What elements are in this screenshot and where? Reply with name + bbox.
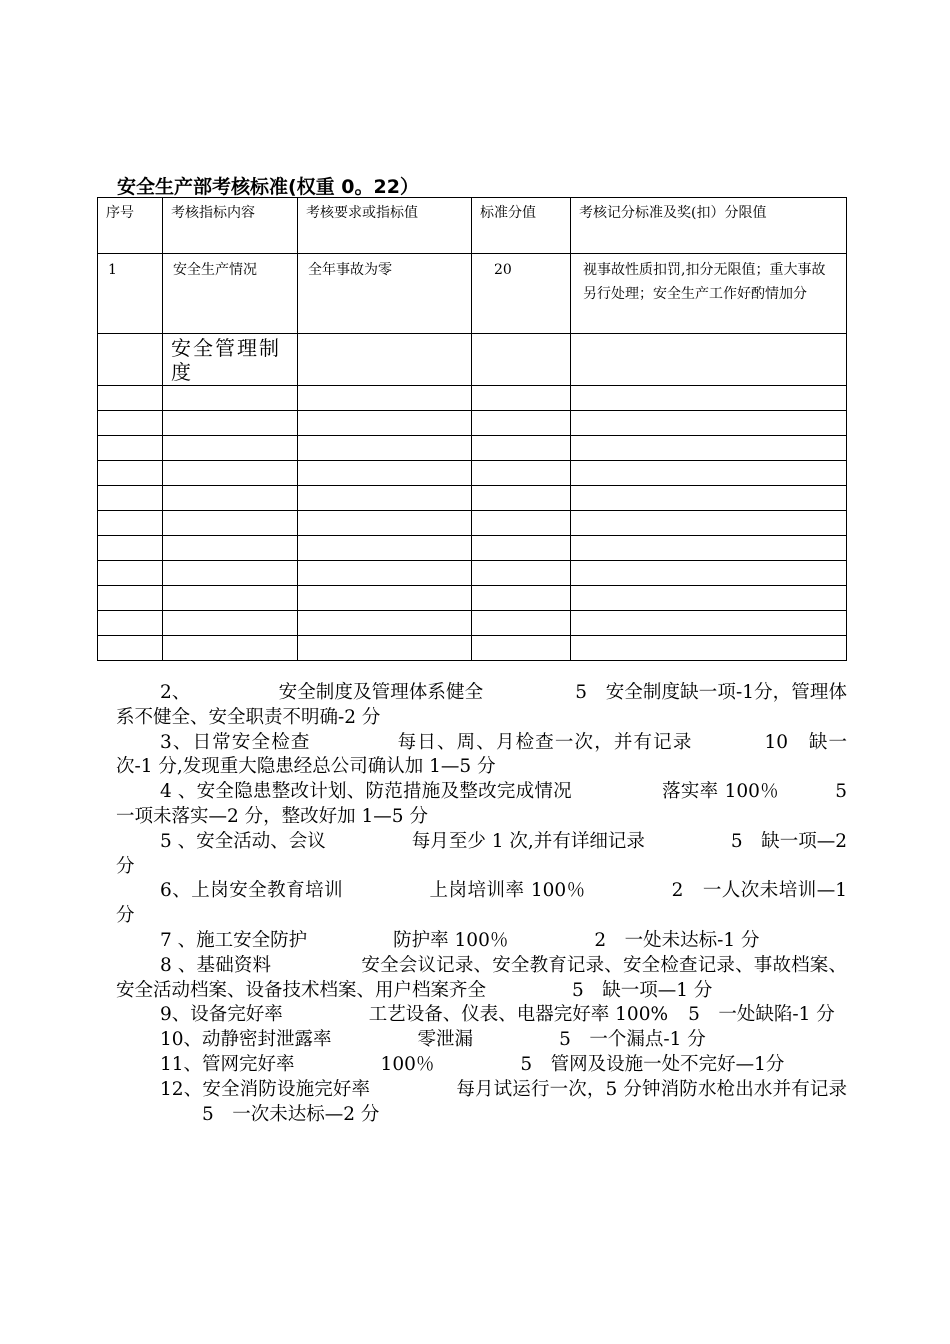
empty-row: [98, 436, 847, 461]
table-row: [98, 254, 847, 334]
criteria-4-requirement: 落实率: [661, 781, 719, 803]
criteria-11-requirement: 100％: [380, 1053, 435, 1075]
row2-item: 安全管理制度: [163, 334, 298, 386]
criteria-4-label: 4 、安全隐患整改计划、防范措施及整改完成情况: [160, 781, 572, 803]
row1-requirement: 全年事故为零: [298, 254, 472, 334]
criteria-10-score: 5 一个漏点-1 分: [559, 1029, 706, 1051]
criteria-11-score: 5 管网及设施一处不完好—1分: [520, 1053, 785, 1075]
header-score: 标准分值: [472, 198, 571, 254]
criteria-paragraph: [116, 830, 847, 880]
criteria-9-requirement: 工艺设备、仪表、电器完好率 100%: [368, 1004, 669, 1026]
criteria-4-score: 100％ 5 一项未落实—2 分，整改好加 1—5 分: [116, 781, 866, 827]
criteria-6-score: 2 一人次未培训—1 分: [116, 880, 847, 927]
empty-row: [98, 561, 847, 586]
criteria-10-label: 10、动静密封泄露率: [160, 1029, 332, 1051]
header-rule: 考核记分标准及奖(扣）分限值: [571, 198, 847, 254]
header-item: 考核指标内容: [163, 198, 298, 254]
empty-row: [98, 536, 847, 561]
criteria-2-score: 5 安全制度缺一项-1分，管理体系不健全、安全职责不明确-2 分: [116, 682, 847, 728]
criteria-8-score: 5 缺一项—1 分: [572, 979, 713, 1001]
criteria-paragraph: [116, 954, 847, 1004]
criteria-3-label: 3、日常安全检查: [160, 731, 311, 753]
header-requirement: 考核要求或指标值: [298, 198, 472, 254]
assessment-table: [97, 197, 847, 661]
criteria-12-score: 5 一次未达标—2 分: [202, 1103, 380, 1125]
criteria-paragraph: [116, 1028, 847, 1053]
criteria-5-score: 5 缺一项—2 分: [116, 830, 847, 877]
row1-rule: 视事故性质扣罚,扣分无限值；重大事故另行处理；安全生产工作好酌情加分: [571, 254, 847, 334]
criteria-9-score: 5 一处缺陷-1 分: [688, 1004, 835, 1026]
criteria-3-requirement: 每日、周、月检查一次，并有记录: [396, 731, 693, 753]
empty-row: [98, 636, 847, 661]
empty-row: [98, 511, 847, 536]
row1-item: 安全生产情况: [163, 254, 298, 334]
criteria-8-requirement: 安全会议记录、安全教育记录、安全检查记录、事故档案、安全活动档案、设备技术档案、用户档案齐全: [116, 954, 847, 1001]
criteria-paragraph: [116, 780, 866, 830]
criteria-8-label: 8 、基础资料: [160, 954, 272, 976]
table-header-row: [98, 198, 847, 254]
criteria-list: [116, 681, 866, 1127]
criteria-7-requirement: 防护率 100％: [393, 929, 509, 951]
criteria-paragraph: [116, 731, 847, 781]
header-no: 序号: [98, 198, 163, 254]
document-title: 安全生产部考核标准(权重 0。22）: [117, 176, 419, 198]
empty-row: [98, 611, 847, 636]
criteria-9-label: 9、设备完好率: [160, 1004, 283, 1026]
criteria-7-score: 2 一处未达标-1 分: [594, 929, 760, 951]
table-row: [98, 334, 847, 386]
criteria-paragraph: [116, 681, 847, 731]
criteria-5-label: 5 、安全活动、会议: [160, 830, 326, 852]
criteria-2-requirement: 安全制度及管理体系健全: [278, 682, 484, 703]
criteria-5-requirement: 每月至少 1 次,并有详细记录: [411, 830, 645, 852]
row1-score: 20: [472, 254, 571, 334]
empty-row: [98, 411, 847, 436]
criteria-10-requirement: 零泄漏: [417, 1029, 474, 1051]
criteria-12-requirement: 每月试运行一次，5 分钟消防水枪出水并有记录: [456, 1078, 848, 1100]
criteria-6-label: 6、上岗安全教育培训: [160, 880, 344, 902]
criteria-3-score: 10 缺一次-1 分,发现重大隐患经总公司确认加 1—5 分: [116, 731, 847, 778]
criteria-6-requirement: 上岗培训率 100％: [429, 880, 586, 902]
criteria-12-label: 12、安全消防设施完好率: [160, 1078, 371, 1100]
criteria-paragraph: [116, 1053, 847, 1078]
empty-row: [98, 586, 847, 611]
criteria-11-label: 11、管网完好率: [160, 1053, 295, 1075]
criteria-paragraph: [116, 879, 847, 929]
empty-row: [98, 486, 847, 511]
criteria-2-label: 2、: [160, 682, 191, 703]
empty-row: [98, 461, 847, 486]
criteria-paragraph: [116, 1003, 847, 1028]
criteria-paragraph: [116, 1078, 847, 1128]
criteria-7-label: 7 、施工安全防护: [160, 929, 308, 951]
empty-row: [98, 386, 847, 411]
criteria-paragraph: [116, 929, 847, 954]
row1-no: 1: [98, 254, 163, 334]
